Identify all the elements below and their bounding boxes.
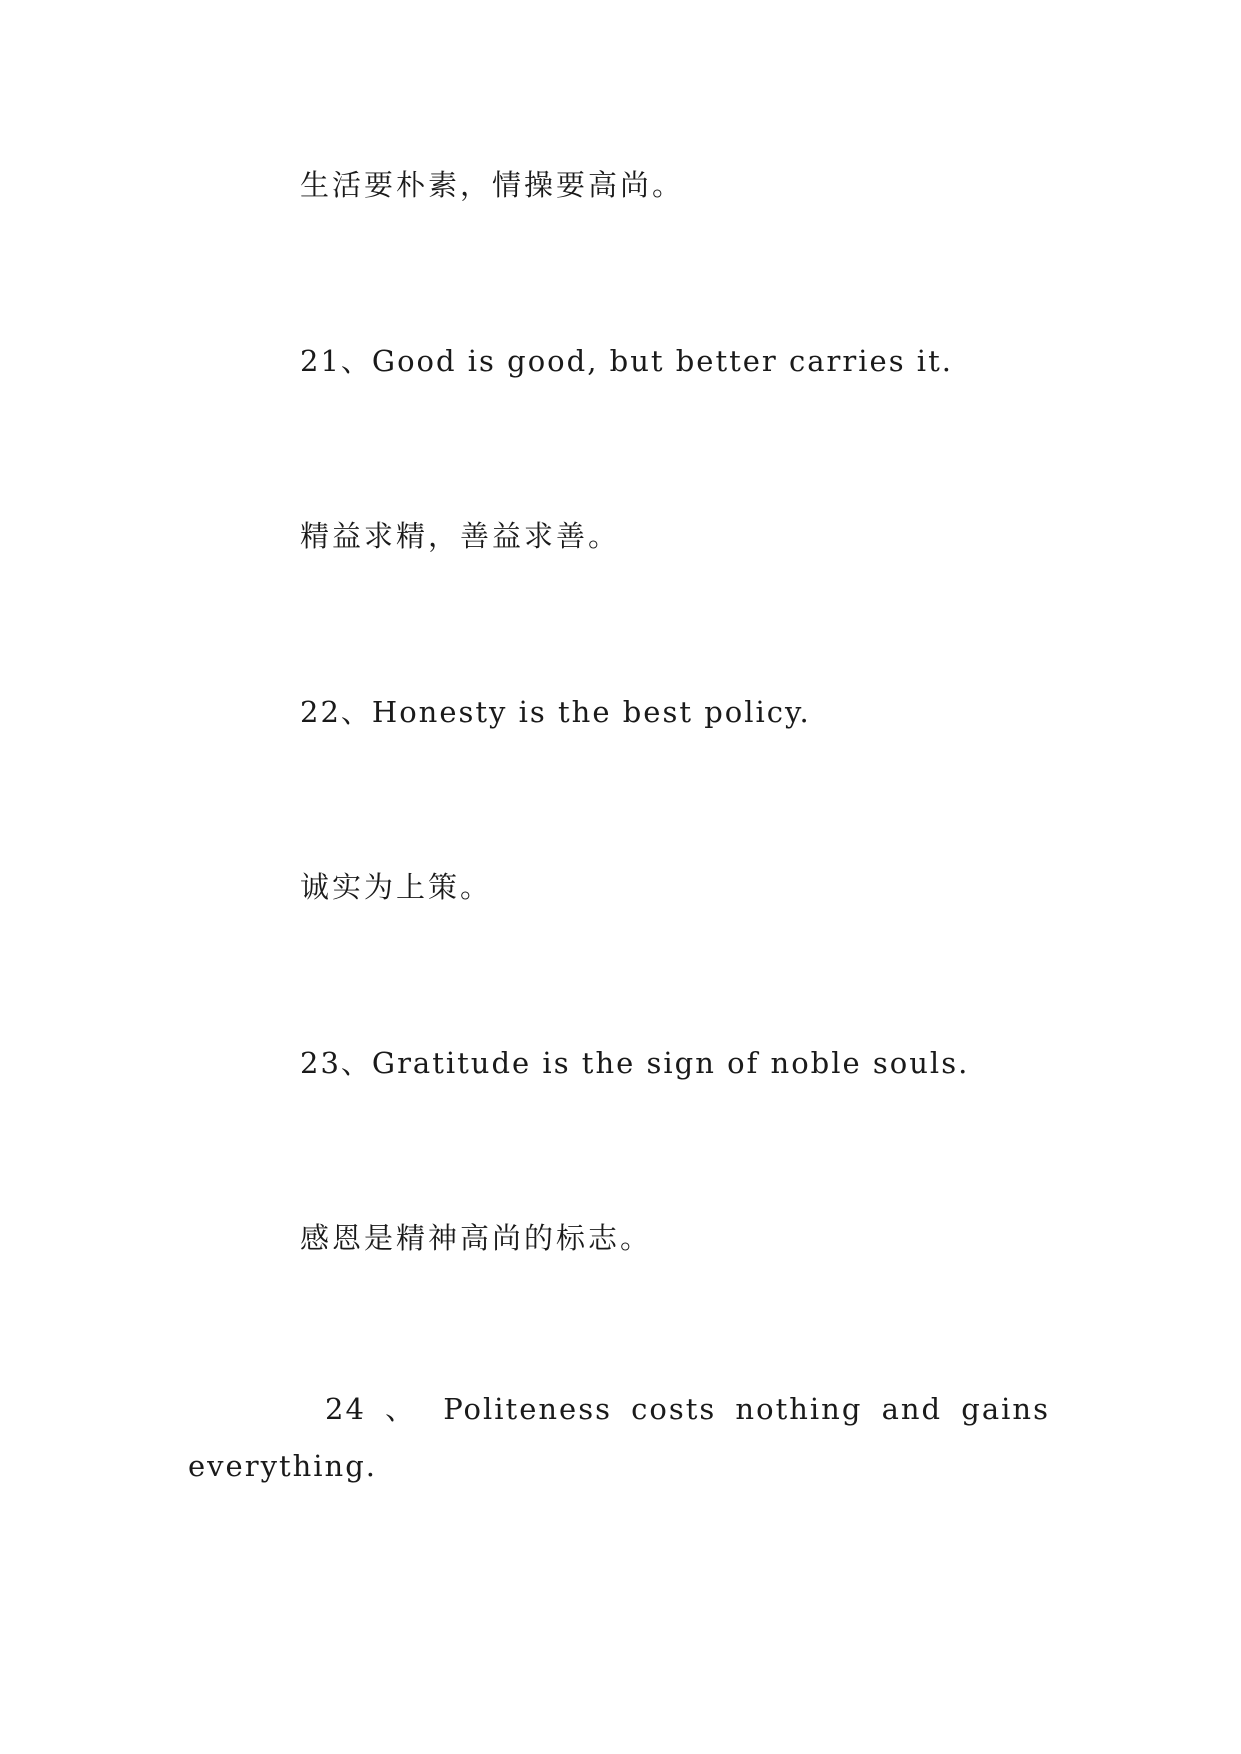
text-line-chinese: 生活要朴素，情操要高尚。	[300, 168, 685, 202]
quote-23-english: 23、Gratitude is the sign of noble souls.	[300, 1046, 970, 1080]
text-line-chinese: 感恩是精神高尚的标志。	[300, 1221, 653, 1255]
text-line-chinese: 诚实为上策。	[300, 870, 493, 904]
text-line-chinese: 精益求精，善益求善。	[300, 519, 621, 553]
quote-21-english: 21、Good is good, but better carries it.	[300, 344, 953, 378]
quote-24-english: 24 、 Politeness costs nothing and gains everything.	[188, 1392, 1050, 1483]
quote-22-english: 22、Honesty is the best policy.	[300, 695, 811, 729]
